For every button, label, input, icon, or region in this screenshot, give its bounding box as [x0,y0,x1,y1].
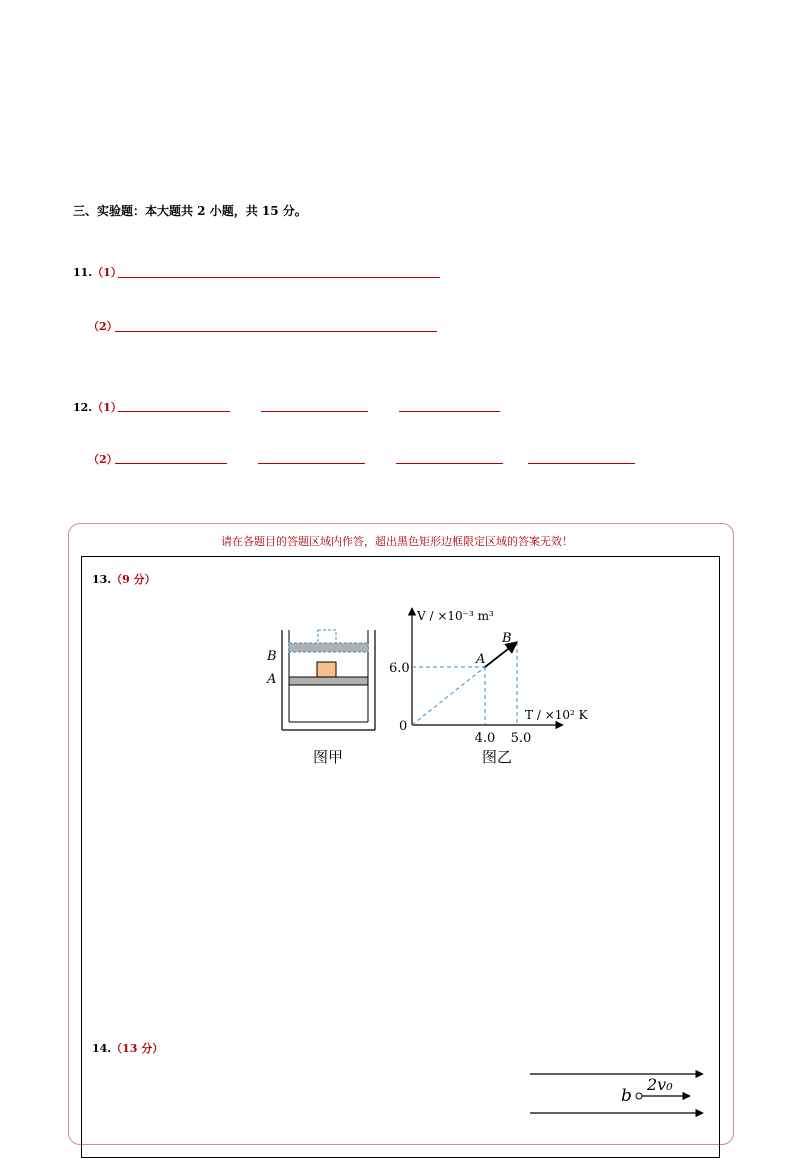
q11-sub2-label: （2） [88,320,118,333]
q11-answer-line-2[interactable] [115,331,437,332]
label-a: A [267,672,277,687]
q12-sub1-label: （1） [92,401,122,414]
q11-number-text: 11. [73,266,93,279]
q13-heading [92,571,156,587]
caption-figure-b: 图乙 [481,748,513,766]
q12-number-text: 12. [73,401,93,414]
velocity-label: 2v₀ [647,1075,673,1094]
q12-2-answer-line-b[interactable] [258,463,365,464]
q11-sub1-label: （1） [92,266,122,279]
x-tick-label-1: 4.0 [474,731,496,746]
q11-answer-line-1[interactable] [118,277,440,278]
piston-a [289,677,368,685]
q12-1-answer-line-a[interactable] [118,411,230,412]
piston-b [289,643,368,652]
q12-2-answer-line-a[interactable] [115,463,227,464]
process-arrow-a-to-b [485,642,517,667]
point-a-label: A [476,652,486,667]
label-b: B [267,649,277,664]
y-axis-label: V / ×10⁻³ m³ [417,609,494,623]
q13-figure-a [255,622,385,772]
orange-block [317,662,336,677]
q12-number [73,399,122,415]
q12-1-answer-line-b[interactable] [261,411,368,412]
q13-figure-b [385,600,600,772]
q13-score: （9 分） [111,573,156,586]
point-b-label: B [502,631,512,646]
y-tick-label: 6.0 [389,661,410,676]
q14-number: 14. [92,1042,112,1055]
answer-area-notice: 请在各题目的答题区域内作答，超出黑色矩形边框限定区域的答案无效！ [221,535,573,548]
particle-b-label: b [621,1086,632,1106]
q12-2-answer-line-c[interactable] [396,463,503,464]
q12-sub2-label: （2） [88,453,118,466]
q14-heading [92,1040,163,1056]
caption-figure-a: 图甲 [312,748,344,766]
q14-score: （13 分） [111,1042,164,1055]
section-title: 三、实验题：本大题共 2 小题，共 15 分。 [73,204,307,218]
particle-b [636,1093,642,1099]
q14-figure [525,1062,715,1123]
x-axis-label: T / ×10² K [525,708,588,722]
origin-label: 0 [399,719,408,734]
q13-number: 13. [92,573,112,586]
dashed-block-top [318,630,336,643]
x-tick-label-2: 5.0 [510,731,532,746]
q12-1-answer-line-c[interactable] [399,411,500,412]
dashed-line-origin-to-a [412,667,485,725]
q12-2-answer-line-d[interactable] [528,463,635,464]
q11-number [73,264,122,280]
